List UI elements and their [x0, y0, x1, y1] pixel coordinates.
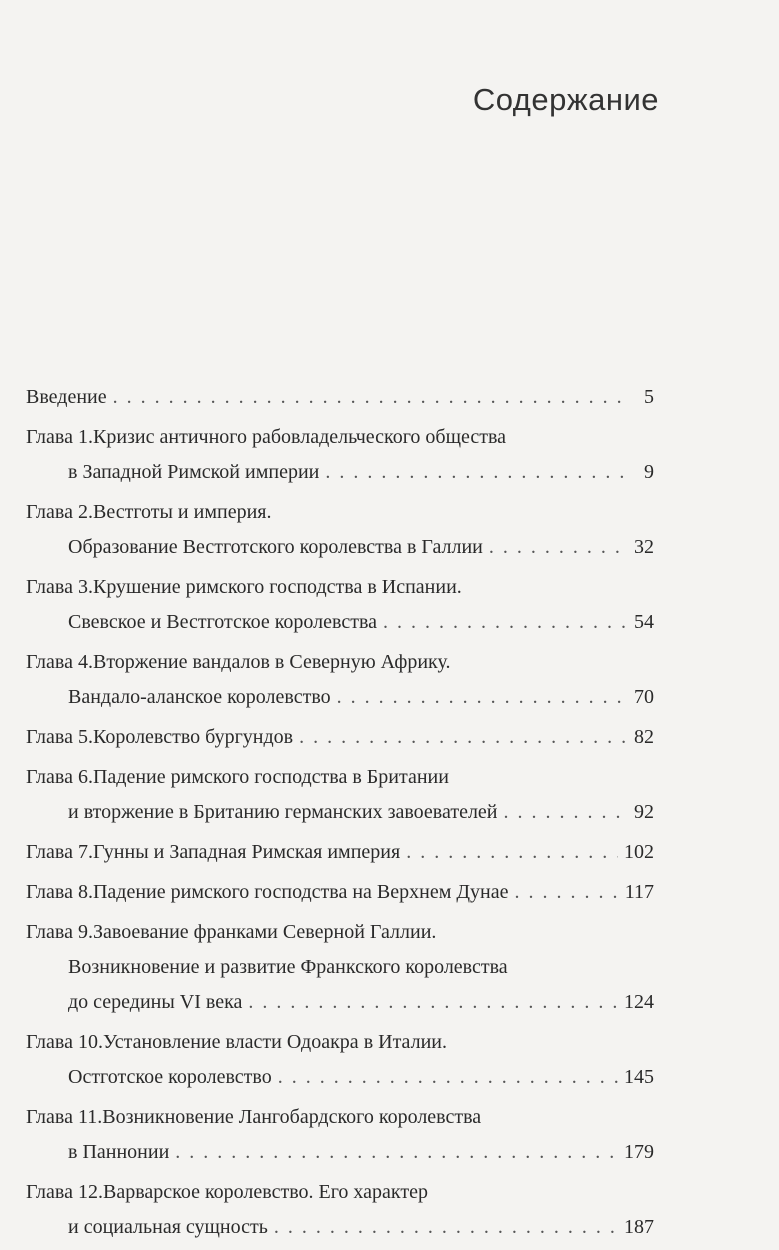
toc-entry-line	[26, 795, 654, 830]
chapter-title: Свевское и Вестготское королевства	[68, 611, 378, 633]
chapter-title: Кризис античного рабовладельческого общества	[92, 426, 507, 448]
toc-entry-line	[26, 380, 654, 415]
toc-entry	[26, 835, 654, 870]
dot-leader	[514, 875, 618, 910]
toc-entry	[26, 495, 654, 565]
dot-leader	[299, 720, 628, 755]
toc-entry	[26, 915, 654, 1020]
page-number: 145	[624, 1066, 654, 1088]
toc-entry	[26, 420, 654, 490]
dot-leader	[383, 605, 628, 640]
dot-leader	[406, 835, 618, 870]
toc-entry	[26, 1025, 654, 1095]
chapter-title: в Западной Римской империи	[68, 461, 320, 483]
table-of-contents	[26, 380, 654, 1250]
chapter-label: Глава 9.	[26, 921, 93, 943]
page-number: 5	[644, 386, 654, 408]
chapter-title: Остготское королевство	[68, 1066, 272, 1088]
toc-entry	[26, 570, 654, 640]
toc-entry-line	[26, 605, 654, 640]
chapter-label: Глава 7.	[26, 841, 93, 863]
toc-entry	[26, 720, 654, 755]
chapter-label: Глава 3.	[26, 576, 93, 598]
toc-entry-line	[26, 1175, 654, 1210]
dot-leader	[175, 1135, 618, 1170]
page-number: 124	[624, 991, 654, 1013]
dot-leader	[278, 1060, 618, 1095]
toc-entry-line	[26, 530, 654, 565]
dot-leader	[337, 680, 628, 715]
page-number: 32	[634, 536, 654, 558]
toc-entry	[26, 875, 654, 910]
page-title: Содержание	[472, 82, 659, 117]
toc-entry-line	[26, 645, 654, 680]
chapter-title: Введение	[26, 386, 107, 408]
page-number: 117	[624, 881, 654, 903]
toc-entry	[26, 1100, 654, 1170]
chapter-title: Падение римского господства на Верхнем Дунае	[92, 881, 509, 903]
chapter-title: Вестготы и империя.	[92, 501, 272, 523]
page-number: 92	[634, 801, 654, 823]
toc-entry-line	[26, 1060, 654, 1095]
chapter-title: Вторжение вандалов в Северную Африку.	[92, 651, 451, 673]
page-number: 82	[634, 726, 654, 748]
page-number: 70	[634, 686, 654, 708]
toc-entry-line	[26, 875, 654, 910]
chapter-label: Глава 11.	[26, 1106, 103, 1128]
toc-entry-line	[26, 1135, 654, 1170]
toc-entry	[26, 380, 654, 415]
toc-entry-line	[26, 570, 654, 605]
chapter-title: Падение римского господства в Британии	[92, 766, 449, 788]
dot-leader	[113, 380, 628, 415]
page-number: 102	[624, 841, 654, 863]
toc-entry-line	[26, 760, 654, 795]
toc-entry-line	[26, 950, 654, 985]
chapter-title: Возникновение и развитие Франкского королевства	[68, 956, 508, 978]
page-number: 179	[624, 1141, 654, 1163]
chapter-label: Глава 8.	[26, 881, 93, 903]
dot-leader	[248, 985, 618, 1020]
page-number: 187	[624, 1216, 654, 1238]
chapter-label: Глава 4.	[26, 651, 93, 673]
chapter-title: в Паннонии	[68, 1141, 170, 1163]
toc-entry-line	[26, 1025, 654, 1060]
chapter-label: Глава 10.	[26, 1031, 103, 1053]
chapter-label: Глава 12.	[26, 1181, 103, 1203]
toc-entry-line	[26, 495, 654, 530]
dot-leader	[489, 530, 628, 565]
chapter-title: Образование Вестготского королевства в Галлии	[68, 536, 483, 558]
chapter-title: Вандало-аланское королевство	[68, 686, 331, 708]
toc-entry-line	[26, 720, 654, 755]
chapter-title: Королевство бургундов	[92, 726, 294, 748]
toc-entry-line	[26, 1100, 654, 1135]
dot-leader	[325, 455, 628, 490]
toc-entry-line	[26, 1210, 654, 1245]
toc-entry-line	[26, 915, 654, 950]
toc-entry-line	[26, 455, 654, 490]
chapter-label: Глава 2.	[26, 501, 93, 523]
toc-entry-line	[26, 985, 654, 1020]
dot-leader	[274, 1210, 618, 1245]
toc-entry-line	[26, 420, 654, 455]
chapter-label: Глава 1.	[26, 426, 93, 448]
page-number: 9	[644, 461, 654, 483]
toc-entry	[26, 1175, 654, 1245]
page-number: 54	[634, 611, 654, 633]
chapter-title: Установление власти Одоакра в Италии.	[102, 1031, 447, 1053]
chapter-title: Возникновение Лангобардского королевства	[102, 1106, 482, 1128]
toc-entry-line	[26, 835, 654, 870]
chapter-title: Варварское королевство. Его характер	[102, 1181, 428, 1203]
dot-leader	[504, 795, 628, 830]
chapter-title: Гунны и Западная Римская империя	[92, 841, 401, 863]
toc-entry	[26, 645, 654, 715]
toc-entry-line	[26, 680, 654, 715]
chapter-title: Завоевание франками Северной Галлии.	[92, 921, 437, 943]
chapter-label: Глава 6.	[26, 766, 93, 788]
chapter-label: Глава 5.	[26, 726, 93, 748]
chapter-title: Крушение римского господства в Испании.	[92, 576, 462, 598]
chapter-title: и социальная сущность	[68, 1216, 268, 1238]
chapter-title: и вторжение в Британию германских завоевателей	[68, 801, 498, 823]
chapter-title: до середины VI века	[68, 991, 243, 1013]
toc-entry	[26, 760, 654, 830]
